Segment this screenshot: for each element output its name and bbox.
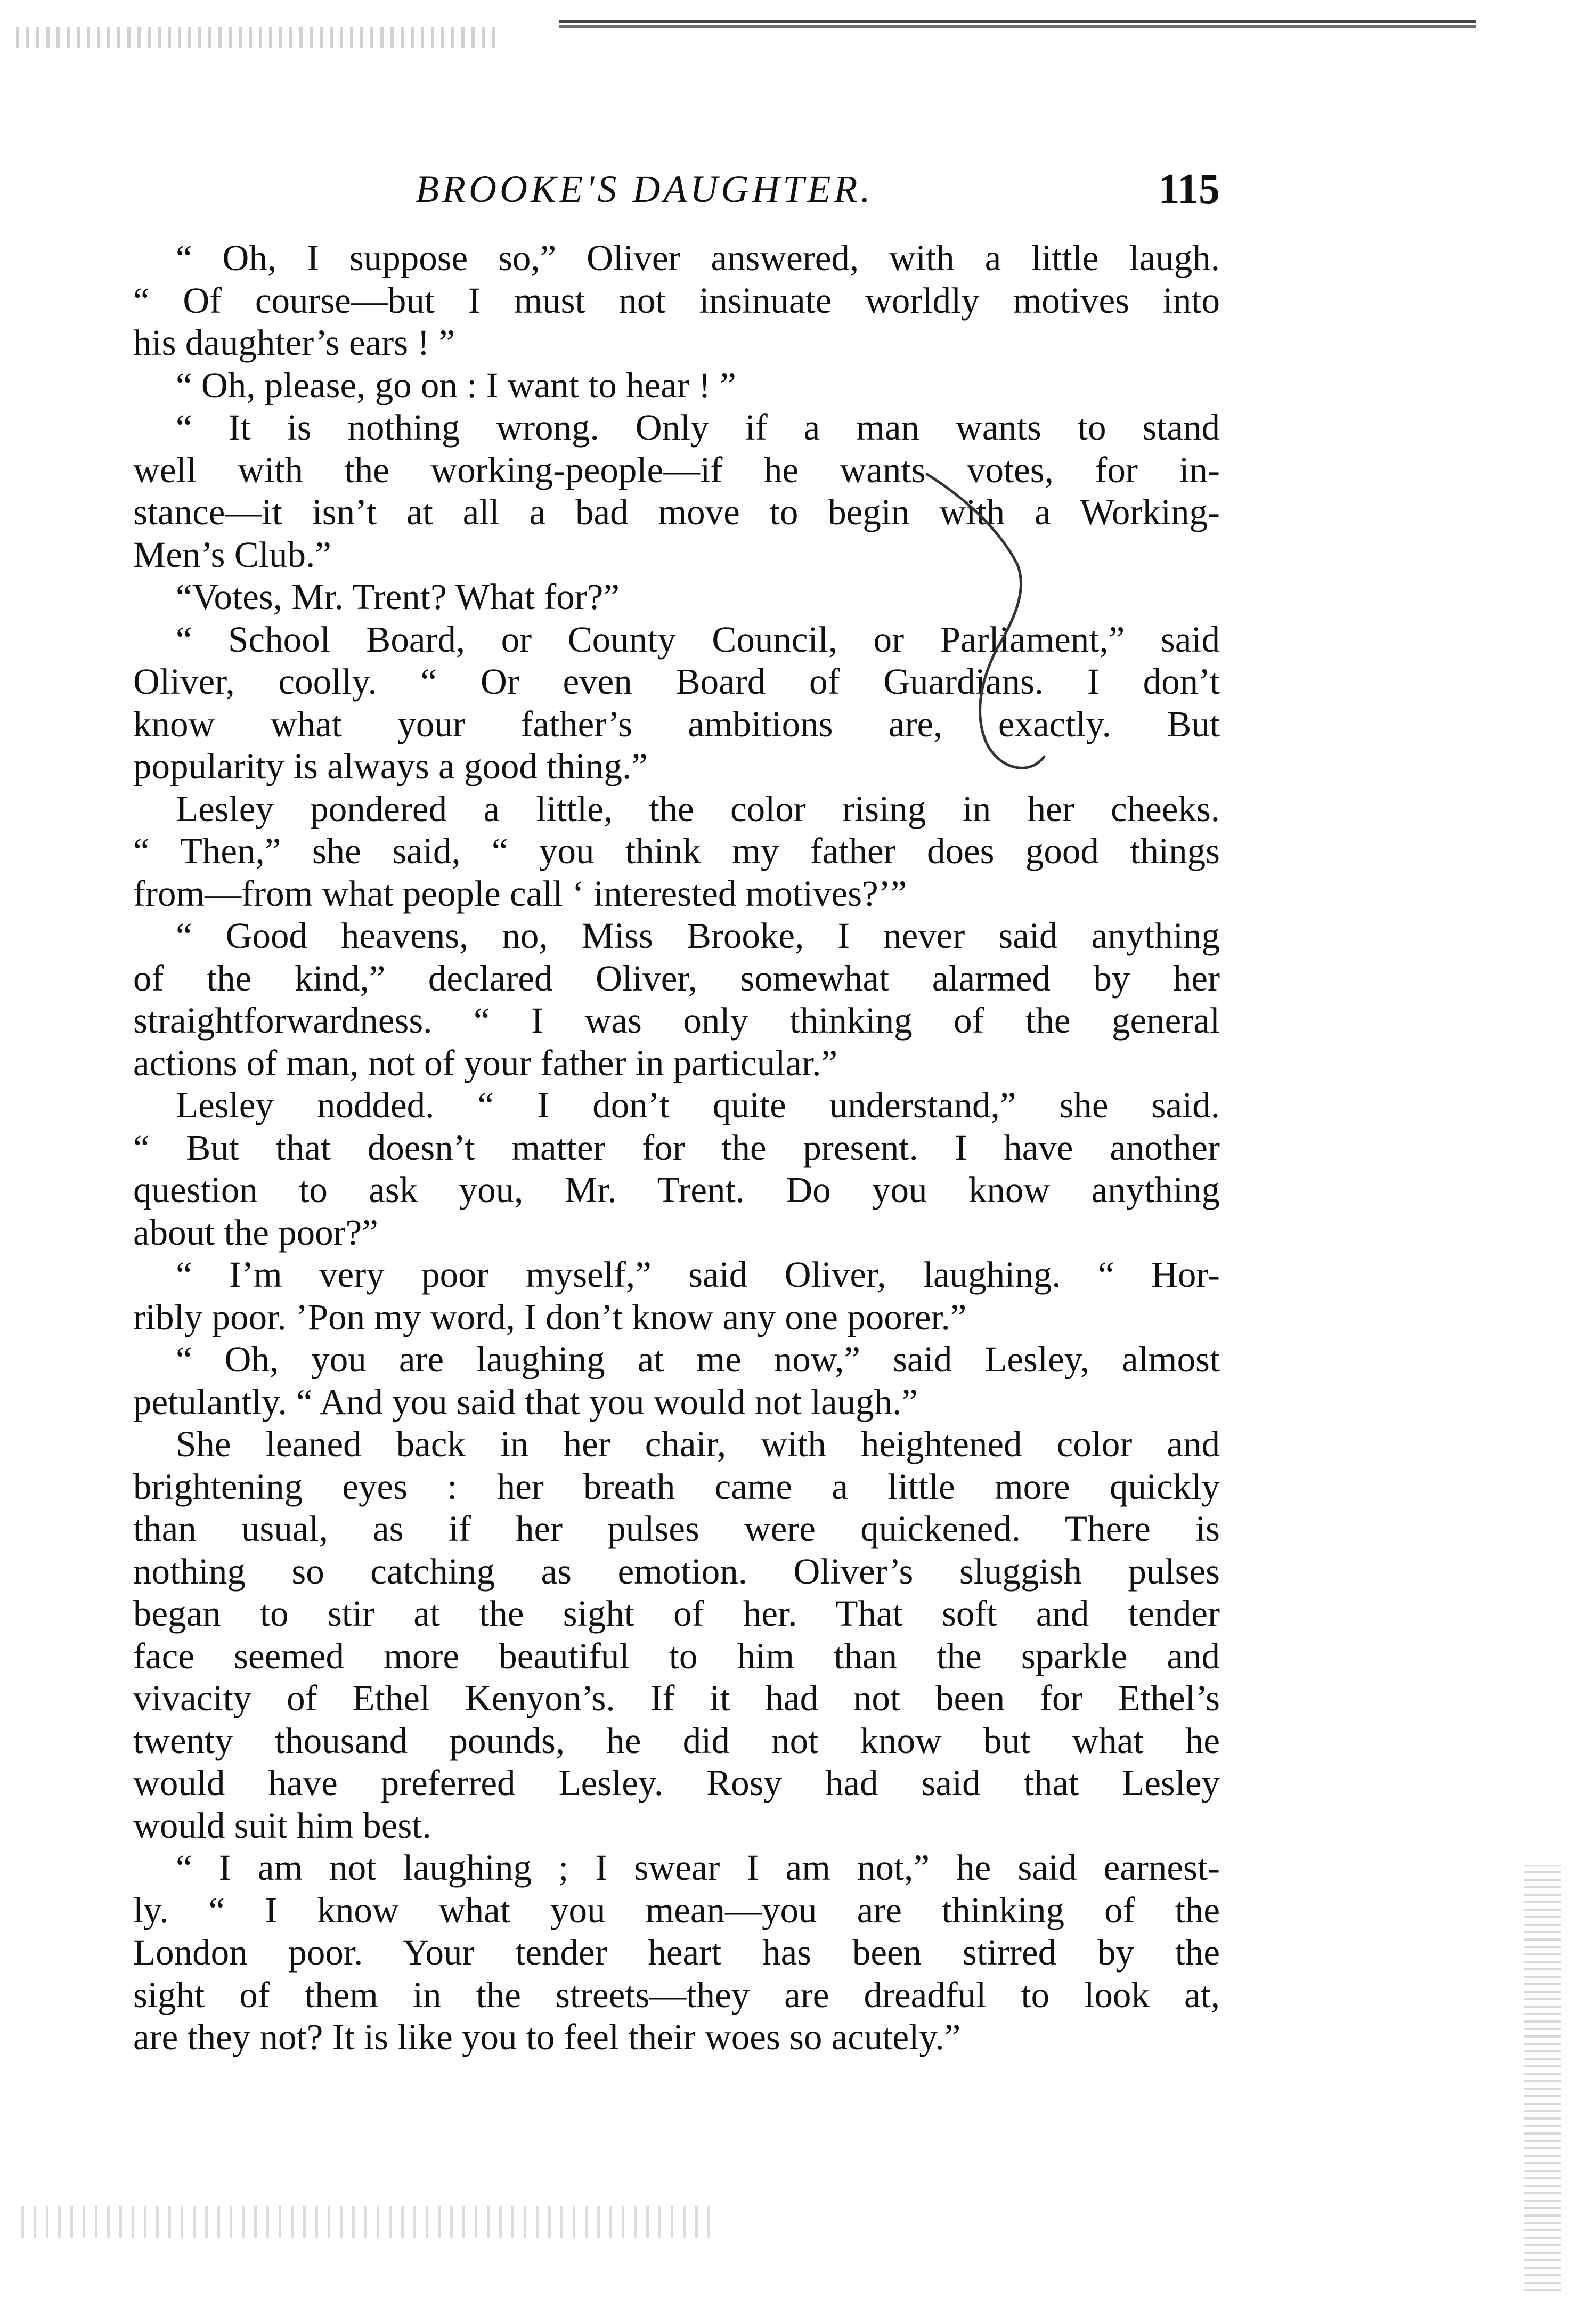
scan-speckle-right-edge (1524, 1865, 1561, 2291)
text-line: “ It is nothing wrong. Only if a man wants to stand (176, 407, 1220, 448)
text-line: “Votes, Mr. Trent? What for?” (176, 577, 620, 617)
text-line: his daughter’s ears ! ” (133, 322, 455, 363)
body-text (133, 237, 1220, 2059)
text-line: “ Good heavens, no, Miss Brooke, I never said anything (176, 915, 1220, 956)
text-line: She leaned back in her chair, with heightened color and (176, 1424, 1220, 1464)
text-line: well with the working-people—if he wants votes, for in- (133, 449, 1220, 490)
text-line: face seemed more beautiful to him than the sparkle and (133, 1635, 1220, 1676)
text-line: question to ask you, Mr. Trent. Do you know anything (133, 1170, 1220, 1210)
text-line: “ School Board, or County Council, or Parliament,” said (176, 619, 1220, 660)
text-line: “ Of course—but I must not insinuate worldly motives into (133, 280, 1220, 321)
text-line: petulantly. “ And you said that you would not laugh.” (133, 1381, 918, 1422)
text-line: Lesley nodded. “ I don’t quite understand,” she said. (176, 1085, 1220, 1125)
text-line: popularity is always a good thing.” (133, 746, 648, 786)
text-line: would suit him best. (133, 1805, 431, 1846)
text-line: straightforwardness. “ I was only thinking of the general (133, 1000, 1220, 1041)
text-line: “ Oh, I suppose so,” Oliver answered, with a little laugh. (176, 238, 1220, 278)
text-line: ly. “ I know what you mean—you are thinking of the (133, 1889, 1220, 1930)
running-title: BROOKE'S DAUGHTER. (416, 168, 874, 210)
text-line: Oliver, coolly. “ Or even Board of Guardians. I don’t (133, 661, 1220, 702)
text-line: twenty thousand pounds, he did not know but what he (133, 1720, 1220, 1761)
text-line: “ I am not laughing ; I swear I am not,” he said earnest- (176, 1847, 1220, 1888)
text-line: sight of them in the streets—they are dreadful to look at, (133, 1974, 1220, 2015)
scan-speckle-top (16, 27, 495, 48)
text-line: are they not? It is like you to feel their woes so acutely.” (133, 2017, 961, 2057)
text-line: Men’s Club.” (133, 534, 331, 575)
running-header (133, 160, 1220, 218)
text-line: began to stir at the sight of her. That soft and tender (133, 1593, 1220, 1634)
text-line: “ Then,” she said, “ you think my father does good things (133, 831, 1220, 871)
text-line: Lesley pondered a little, the color rising in her cheeks. (176, 788, 1220, 829)
text-line: vivacity of Ethel Kenyon’s. If it had not been for Ethel’s (133, 1678, 1220, 1718)
text-line: stance—it isn’t at all a bad move to begin with a Working- (133, 492, 1220, 532)
top-decorative-rule (559, 20, 1476, 28)
text-line: London poor. Your tender heart has been stirred by the (133, 1932, 1220, 1973)
page-number: 115 (1158, 166, 1220, 213)
text-line: “ Oh, you are laughing at me now,” said Lesley, almost (176, 1339, 1220, 1379)
text-line: than usual, as if her pulses were quickened. There is (133, 1508, 1220, 1549)
text-line: from—from what people call ‘ interested motives?’” (133, 873, 907, 914)
text-line: ribly poor. ’Pon my word, I don’t know any one poorer.” (133, 1296, 967, 1337)
text-line: would have preferred Lesley. Rosy had said that Lesley (133, 1763, 1220, 1803)
text-line: “ I’m very poor myself,” said Oliver, laughing. “ Hor- (176, 1254, 1220, 1295)
text-line: nothing so catching as emotion. Oliver’s sluggish pulses (133, 1551, 1220, 1592)
scan-speckle-bottom (21, 2206, 714, 2238)
text-line: “ But that doesn’t matter for the present. I have another (133, 1127, 1220, 1168)
text-line: know what your father’s ambitions are, exactly. But (133, 703, 1220, 744)
text-line: “ Oh, please, go on : I want to hear ! ” (176, 364, 736, 405)
text-line: brightening eyes : her breath came a little more quickly (133, 1466, 1220, 1507)
text-line: about the poor?” (133, 1212, 378, 1253)
text-line: of the kind,” declared Oliver, somewhat alarmed by her (133, 957, 1220, 999)
text-line: actions of man, not of your father in particular.” (133, 1042, 838, 1083)
